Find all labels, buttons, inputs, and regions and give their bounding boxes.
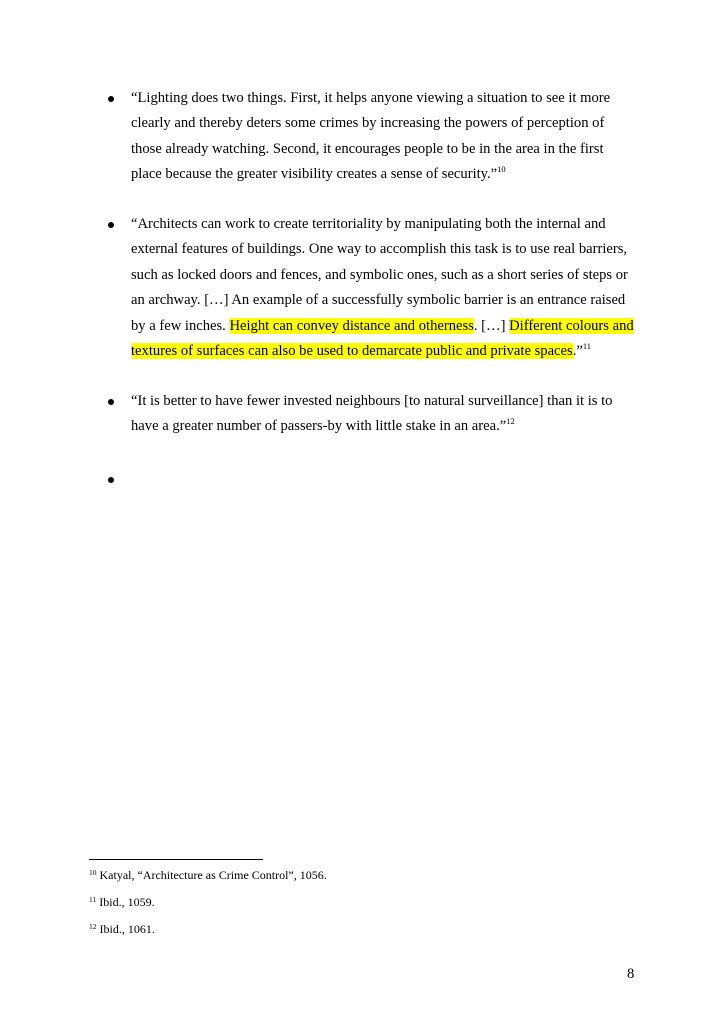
text-line: “It is better to have fewer invested neighbours [to natural surveillance] than it is to: [131, 393, 613, 409]
footnote-number: 11: [89, 895, 97, 904]
footnote-separator: [89, 859, 263, 860]
footnote-ref[interactable]: 12: [506, 416, 515, 427]
footnote-text: Ibid., 1061.: [96, 922, 155, 936]
text-line: external features of buildings. One way to accomplish this task is to use real barriers,: [131, 241, 628, 258]
text-line: such as locked doors and fences, and symbolic ones, such as a short series of steps or: [131, 266, 628, 283]
footnote-10: [89, 868, 327, 882]
text-line: [131, 314, 651, 339]
bullet-text: [131, 212, 651, 364]
footnote-text: Ibid., 1059.: [96, 895, 155, 909]
bullet-text: [131, 86, 651, 188]
footnote-text: Katyal, “Architecture as Crime Control”, 1056.: [96, 868, 327, 882]
highlighted-text: textures of surfaces can also be used to demarcate public and private spaces: [131, 342, 573, 359]
page-number: 8: [627, 966, 635, 982]
text-segment: . […]: [473, 317, 510, 334]
text-line: [131, 414, 651, 439]
text-line: [131, 162, 651, 187]
text-segment: by a few inches.: [131, 317, 230, 334]
highlighted-text: Height can convey distance and otherness: [229, 317, 474, 334]
footnote-number: 12: [89, 922, 97, 931]
footnote-ref[interactable]: 11: [582, 340, 592, 351]
text-segment: have a greater number of passers-by with little stake in an area.”: [131, 418, 507, 435]
footnote-12: [89, 922, 155, 936]
text-segment: place because the greater visibility creates a sense of security.”: [131, 166, 498, 183]
footnote-ref[interactable]: 10: [497, 164, 506, 175]
text-line: “Architects can work to create territoriality by manipulating both the internal and: [131, 216, 606, 232]
footnote-number: 10: [89, 868, 97, 877]
bullet-dot: [108, 222, 114, 228]
footnote-11: [89, 895, 155, 909]
bullet-dot: [108, 477, 114, 483]
bullet-dot: [108, 96, 114, 102]
highlighted-text: Different colours and: [509, 317, 634, 334]
bullet-text: [131, 389, 651, 440]
text-line: those already watching. Second, it encourages people to be in the area in the first: [131, 140, 604, 157]
text-line: “Lighting does two things. First, it helps anyone viewing a situation to see it more: [131, 90, 611, 106]
bullet-dot: [108, 399, 114, 405]
text-line: an archway. […] An example of a successfully symbolic barrier is an entrance raised: [131, 292, 626, 309]
text-line: clearly and thereby deters some crimes by increasing the powers of perception of: [131, 115, 605, 132]
text-line: [131, 339, 651, 364]
text-segment: .”: [572, 342, 583, 359]
